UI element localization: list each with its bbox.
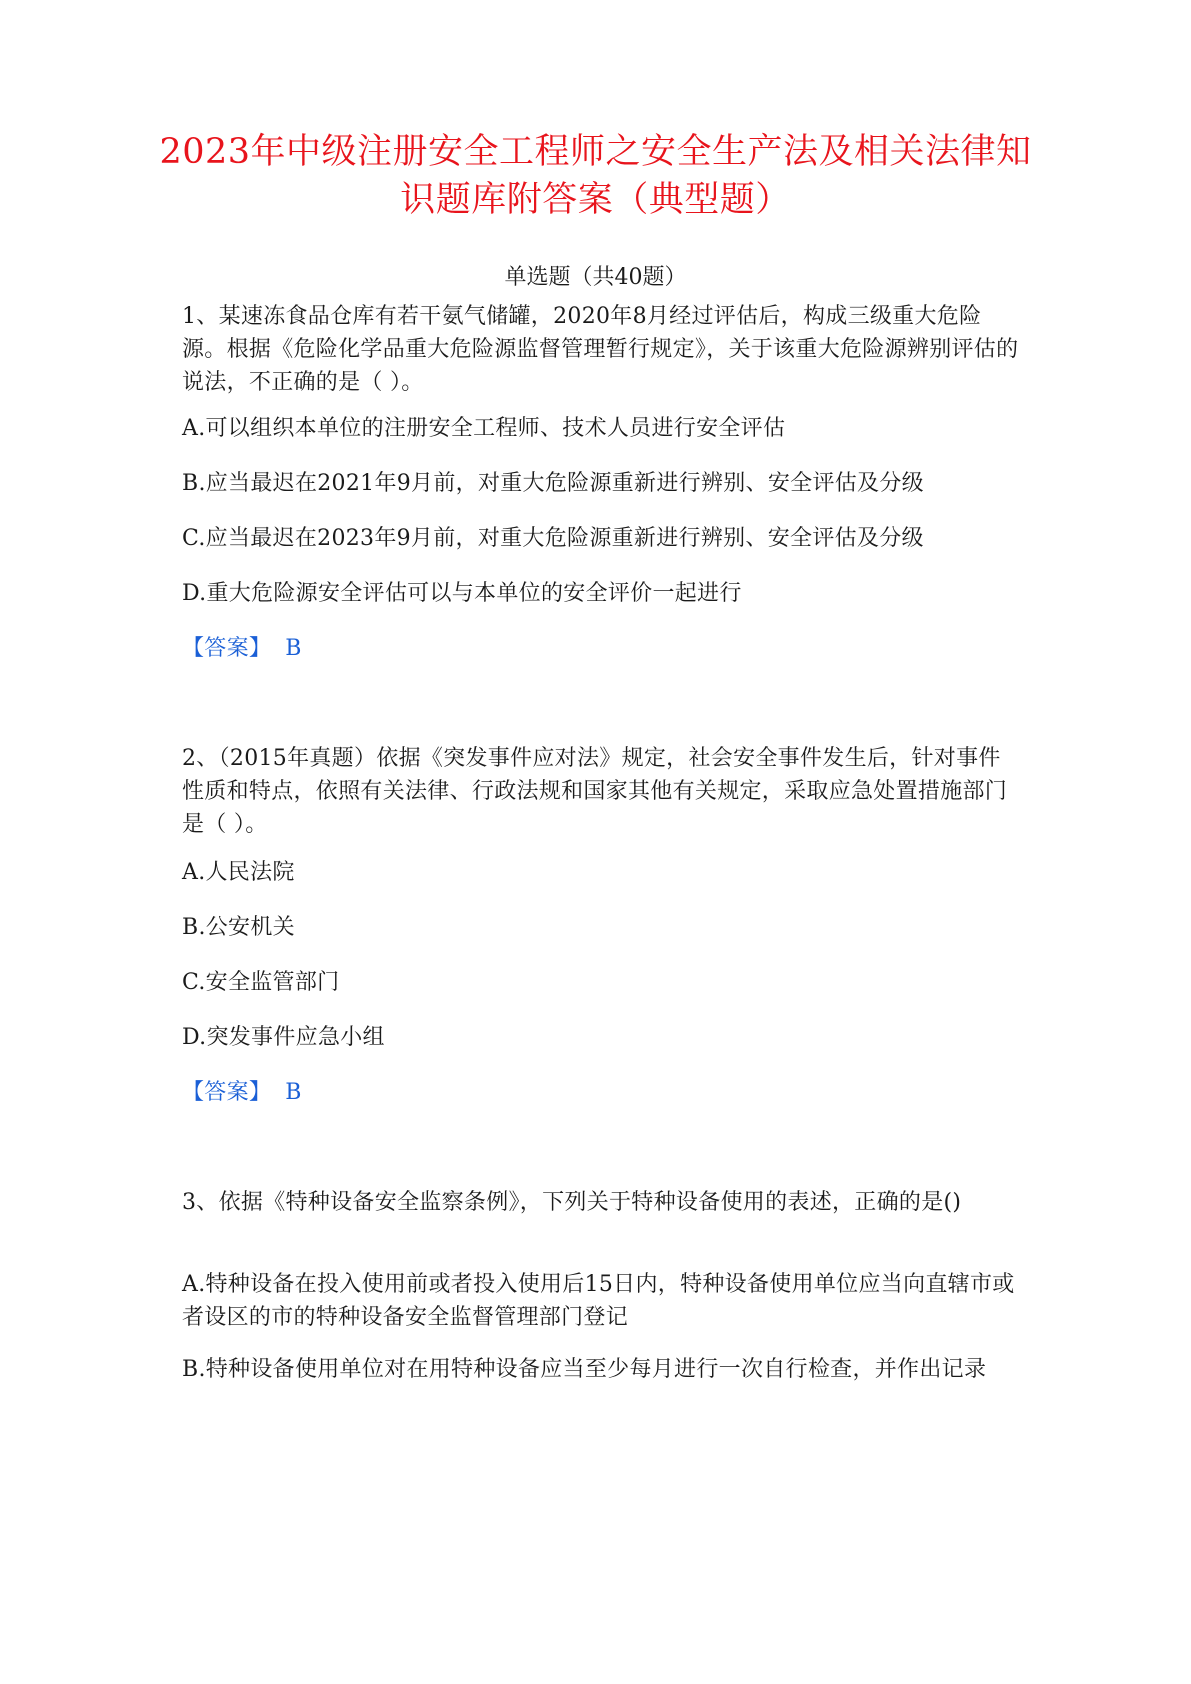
option-a: A.人民法院	[182, 860, 295, 885]
question-stem: 2、（2015年真题）依据《突发事件应对法》规定，社会安全事件发生后，针对事件性质和特点，依照有关法律、行政法规和国家其他有关规定，采取应急处置措施部门是（ ）。	[182, 746, 1008, 837]
option-b: B.应当最迟在2021年9月前，对重大危险源重新进行辨别、安全评估及分级	[182, 471, 924, 496]
answer-line	[182, 632, 1022, 665]
answer-line	[182, 1076, 1022, 1109]
option-a: A.特种设备在投入使用前或者投入使用后15日内，特种设备使用单位应当向直辖市或者设区的市的特种设备安全监督管理部门登记	[182, 1272, 1015, 1330]
question-stem: 1、某速冻食品仓库有若干氨气储罐，2020年8月经过评估后，构成三级重大危险源。根据《危险化学品重大危险源监督管理暂行规定》，关于该重大危险源辨别评估的说法，不正确的是（ ）。	[182, 304, 1019, 395]
page-title: 2023年中级注册安全工程师之安全生产法及相关法律知识题库附答案（典型题）	[159, 132, 1032, 220]
option-d: D.突发事件应急小组	[182, 1025, 385, 1050]
question-stem: 3、依据《特种设备安全监察条例》，下列关于特种设备使用的表述，正确的是()	[182, 1190, 962, 1215]
option-b: B.公安机关	[182, 915, 295, 940]
option-c: C.安全监管部门	[182, 970, 340, 995]
option-c: C.应当最迟在2023年9月前，对重大危险源重新进行辨别、安全评估及分级	[182, 526, 924, 551]
answer-label: 【答案】	[182, 1080, 272, 1105]
section-heading: 单选题（共40题）	[504, 265, 687, 290]
answer-value: B	[285, 636, 302, 661]
option-b: B.特种设备使用单位对在用特种设备应当至少每月进行一次自行检查，并作出记录	[182, 1357, 987, 1382]
option-a: A.可以组织本单位的注册安全工程师、技术人员进行安全评估	[182, 416, 786, 441]
answer-value: B	[285, 1080, 302, 1105]
option-d: D.重大危险源安全评估可以与本单位的安全评价一起进行	[182, 581, 742, 606]
answer-label: 【答案】	[182, 636, 272, 661]
